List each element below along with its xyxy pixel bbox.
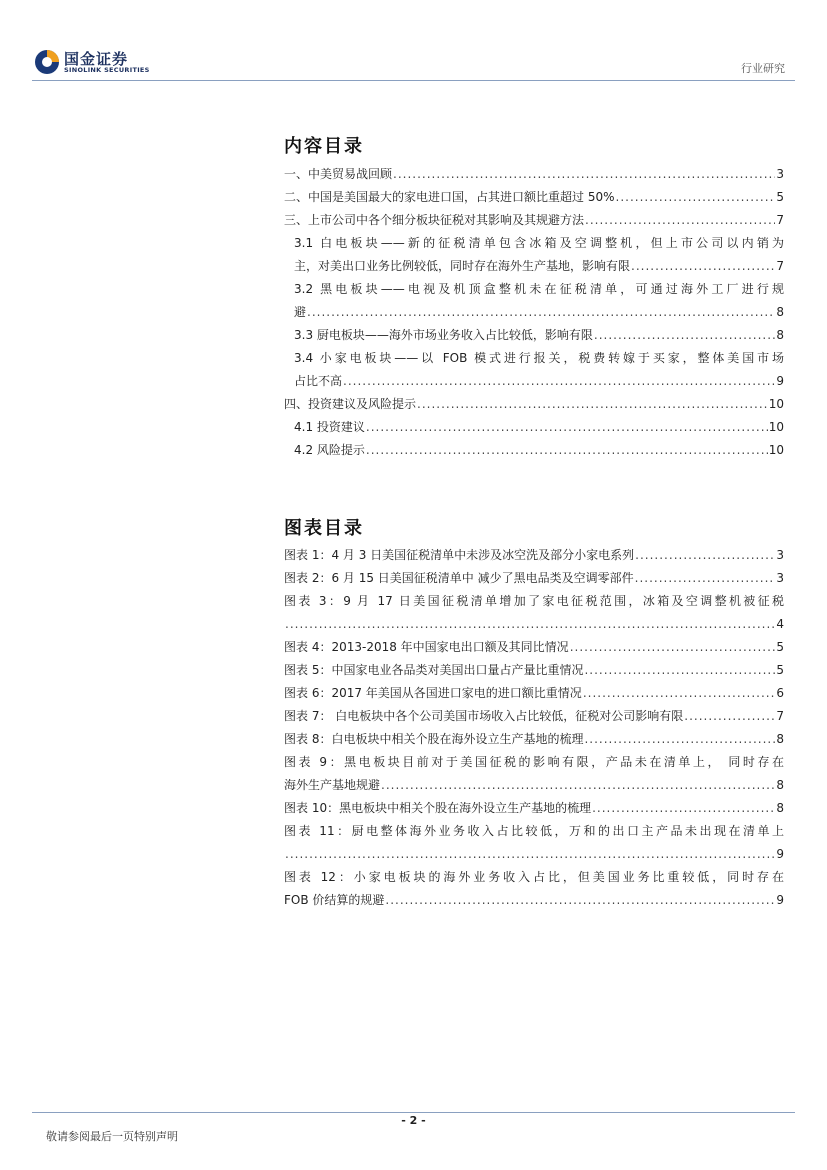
- page-ref: 8: [776, 778, 784, 792]
- toc-entry[interactable]: 3.4 小家电板块——以 FOB 模式进行报关，税费转嫁于买家，整体美国市场 占比不高 ..... 9: [284, 347, 784, 393]
- toc-entry[interactable]: 二、中国是美国最大的家电进口国，占其进口额比重超过 50% ..... 5: [284, 186, 784, 209]
- page-ref: 7: [776, 709, 784, 723]
- figures-title: 图表目录: [284, 518, 364, 539]
- page-ref: 7: [776, 213, 784, 227]
- disclaimer-note: 敬请参阅最后一页特别声明: [46, 1130, 178, 1143]
- toc-entry[interactable]: 三、上市公司中各个细分板块征税对其影响及其规避方法 ..... 7: [284, 209, 784, 232]
- toc-entry[interactable]: 一、中美贸易战回顾 ..... 3: [284, 163, 784, 186]
- page-ref: 3: [776, 167, 784, 181]
- contents-title: 内容目录: [284, 136, 364, 157]
- figure-entry[interactable]: 图表 7： 白电板块中各个公司美国市场收入占比较低，征税对公司影响有限 ..... 7: [284, 705, 784, 728]
- toc-entry[interactable]: 3.3 厨电板块——海外市场业务收入占比较低，影响有限 ..... 8: [284, 324, 784, 347]
- toc-entry[interactable]: 3.2 黑电板块——电视及机顶盒整机未在征税清单，可通过海外工厂进行规 避 ..... 8: [284, 278, 784, 324]
- figure-entry[interactable]: 图表 9：黑电板块目前对于美国征税的影响有限，产品未在清单上， 同时存在 海外生产基地规避 ..... 8: [284, 751, 784, 797]
- logo-name-cn: 国金证券: [64, 50, 129, 68]
- figure-entry[interactable]: 图表 2：6 月 15 日美国征税清单中 减少了黑电品类及空调零部件 ..... 3: [284, 567, 784, 590]
- report-category: 行业研究: [741, 62, 785, 75]
- page-ref: 7: [776, 259, 784, 273]
- figure-entry[interactable]: 图表 5：中国家电业各品类对美国出口量占产量比重情况 ..... 5: [284, 659, 784, 682]
- logo-name-en: SINOLINK SECURITIES: [64, 66, 150, 74]
- figure-entry[interactable]: 图表 11：厨电整体海外业务收入占比较低，万和的出口主产品未出现在清单上 ..... 9: [284, 820, 784, 866]
- page-ref: 6: [776, 686, 784, 700]
- contents-list: [284, 163, 784, 462]
- page-ref: 10: [768, 420, 784, 434]
- page-ref: 8: [776, 801, 784, 815]
- figures-list: [284, 544, 784, 912]
- figure-entry[interactable]: 图表 4：2013-2018 年中国家电出口额及其同比情况 ..... 5: [284, 636, 784, 659]
- page-ref: 3: [776, 571, 784, 585]
- page-ref: 4: [776, 617, 784, 631]
- page-ref: 8: [776, 305, 784, 319]
- toc-entry[interactable]: 4.1 投资建议 ..... 10: [284, 416, 784, 439]
- page-ref: 10: [768, 397, 784, 411]
- page-ref: 9: [776, 374, 784, 388]
- toc-entry[interactable]: 四、投资建议及风险提示 ..... 10: [284, 393, 784, 416]
- page-ref: 10: [768, 443, 784, 457]
- page-header: [0, 0, 827, 82]
- toc-entry[interactable]: 4.2 风险提示 ..... 10: [284, 439, 784, 462]
- figure-entry[interactable]: 图表 3：9 月 17 日美国征税清单增加了家电征税范围，冰箱及空调整机被征税 ..... 4: [284, 590, 784, 636]
- page-ref: 3: [776, 548, 784, 562]
- page-ref: 8: [776, 328, 784, 342]
- toc-entry[interactable]: 3.1 白电板块——新的征税清单包含冰箱及空调整机，但上市公司以内销为 主，对美出口业务比例较低，同时存在海外生产基地，影响有限 ..... 7: [284, 232, 784, 278]
- figure-entry[interactable]: 图表 1：4 月 3 日美国征税清单中未涉及冰空洗及部分小家电系列 ..... 3: [284, 544, 784, 567]
- page-ref: 8: [776, 732, 784, 746]
- figure-entry[interactable]: 图表 6：2017 年美国从各国进口家电的进口额比重情况 ..... 6: [284, 682, 784, 705]
- figure-entry[interactable]: 图表 8：白电板块中相关个股在海外设立生产基地的梳理 ..... 8: [284, 728, 784, 751]
- page-ref: 9: [776, 847, 784, 861]
- page-ref: 5: [776, 640, 784, 654]
- footer-divider: [32, 1112, 795, 1113]
- page-ref: 5: [776, 663, 784, 677]
- page-number: - 2 -: [401, 1114, 426, 1127]
- header-divider: [32, 80, 795, 81]
- page-ref: 5: [776, 190, 784, 204]
- figure-entry[interactable]: 图表 12：小家电板块的海外业务收入占比，但美国业务比重较低，同时存在 FOB 价结算的规避 ..... 9: [284, 866, 784, 912]
- figure-entry[interactable]: 图表 10：黑电板块中相关个股在海外设立生产基地的梳理 ..... 8: [284, 797, 784, 820]
- page-ref: 9: [776, 893, 784, 907]
